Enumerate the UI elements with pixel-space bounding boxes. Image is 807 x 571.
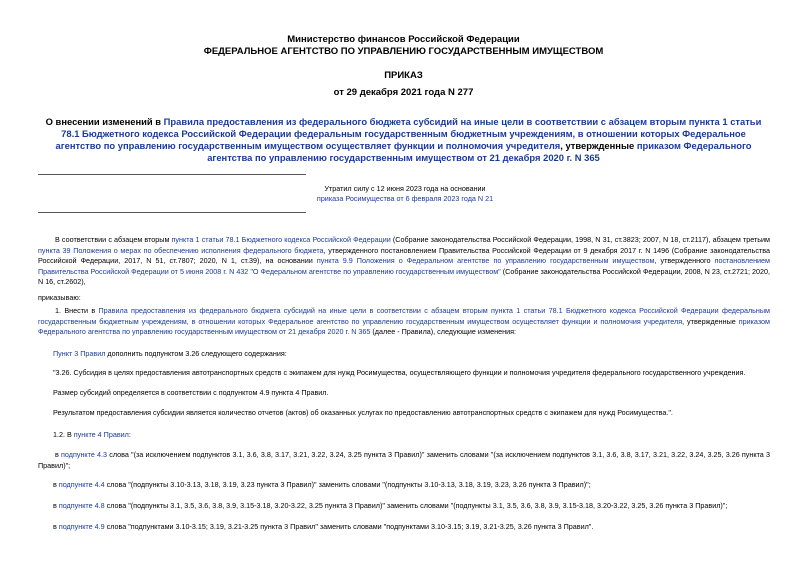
item-1-1-text: дополнить подпунктом 3.26 следующего содержания: <box>105 349 287 358</box>
status-note-text: Утратил силу с 12 июня 2023 года на основании <box>324 184 486 193</box>
preamble-text-4: (Собрание законодательства Российской Федерации, 2017, N 51, ст.7807; 2020, N 1, ст.39), на основании <box>38 245 770 266</box>
prikazyvayu: приказываю: <box>38 293 81 302</box>
sub44-text-2: слова "(подпункты 3.10-3.13, 3.18, 3.19, 3.23 пункта 3 Правил)" заменить словами "(подпункты 3.10-3.13, 3.18, 3.19, 3.23, 3.26 пункта 3 Правил)"; <box>104 480 591 489</box>
item-1-text-2: , утвержденные <box>682 316 739 326</box>
quote-size: Размер субсидий определяется в соответствии с подпунктом 4.9 пункта 4 Правил. <box>53 388 329 397</box>
divider-bottom <box>38 212 306 213</box>
item-1-link-order[interactable]: приказом Федерального агентства по управлению государственным имуществом от 21 декабря 2020 г. N 365 <box>38 316 770 337</box>
link-subpoint-4-4[interactable]: подпункте 4.4 <box>58 480 105 489</box>
link-agency-regulation[interactable]: пункта 9.9 Положения о Федеральном агентстве по управлению государственным имуществом <box>316 256 655 266</box>
preamble-text-1: В соответствии с абзацем вторым <box>55 235 172 244</box>
sub48-text-1: в <box>53 501 59 510</box>
item-1 <box>38 306 770 338</box>
title-prefix: О внесении изменений в <box>45 116 164 127</box>
divider-top <box>38 174 306 175</box>
item-1-2-text-2: : <box>128 430 131 439</box>
item-1-text-1: 1. Внести в <box>55 306 99 315</box>
quote-result: Результатом предоставления субсидии является количество отчетов (актов) об оказанных услугах по предоставлению автотранспортных средств с экипажем для нужд Росимущества.". <box>53 408 673 417</box>
agency-name: ФЕДЕРАЛЬНОЕ АГЕНТСТВО ПО УПРАВЛЕНИЮ ГОСУДАРСТВЕННЫМ ИМУЩЕСТВОМ <box>203 46 604 57</box>
preamble-text-6: (Собрание законодательства Российской Федерации, 2008, N 23, ст.2721; 2020, N 16, ст.2602), <box>38 266 770 287</box>
preamble-text-5: , утвержденного <box>654 256 715 266</box>
subpoint-4-9 <box>53 522 771 533</box>
subpoint-4-4 <box>53 480 771 491</box>
document-title <box>40 116 767 164</box>
link-subpoint-4-9[interactable]: подпункте 4.9 <box>58 522 105 531</box>
preamble-text-2: (Собрание законодательства Российской Федерации, 1998, N 31, ст.3823; 2007, N 18, ст.2117), абзацем третьим <box>390 235 770 244</box>
title-link-order[interactable]: приказом Федерального агентства по управлению государственным имуществом от 21 декабря 2020 г. N 365 <box>207 140 752 163</box>
title-mid: , утвержденные <box>560 140 637 151</box>
preamble-text-3: , утвержденного постановлением Правительства Российской Федерации от 9 декабря 2017 г. N 1496 <box>323 245 670 255</box>
sub48-text-2: слова "(подпункты 3.1, 3.5, 3.6, 3.8, 3.9, 3.15-3.18, 3.20-3.22, 3.25 пункта 3 Правил)" заменить словами "(подпункты 3.1, 3.5, 3.6, 3.8, 3.9, 3.15-3.18, 3.20-3.22, 3.25, 3.26 пункта 3 Правил)"; <box>104 501 728 510</box>
item-1-1 <box>53 349 771 360</box>
title-link-rules[interactable]: Правила предоставления из федерального бюджета субсидий на иные цели в соответствии с абзацем вторым пункта 1 статьи 78.1 Бюджетного кодекса Российской Федерации федеральным государственным бюджетным учреждениям, в отношении которых Федеральное агентство по управлению государственным имуществом осуществляет функции и полномочия учредителя <box>55 116 762 151</box>
item-1-2-text-1: 1.2. В <box>53 430 74 439</box>
subpoint-4-3 <box>38 450 770 471</box>
link-point-4[interactable]: пункте 4 Правил <box>73 430 129 439</box>
link-subpoint-4-8[interactable]: подпункте 4.8 <box>58 501 105 510</box>
subpoint-4-8 <box>53 501 771 512</box>
item-1-2 <box>53 430 771 441</box>
status-note-link[interactable]: приказа Росимущества от 6 февраля 2023 года N 21 <box>316 194 494 203</box>
link-budget-code[interactable]: пункта 1 статьи 78.1 Бюджетного кодекса Российской Федерации <box>171 235 391 244</box>
link-government-decree[interactable]: постановлением Правительства Российской Федерации от 5 июня 2008 г. N 432 "О Федеральном агентстве по управлению государственным имуществом" <box>38 256 770 276</box>
sub43-text-2: слова "(за исключением подпунктов 3.1, 3.6, 3.8, 3.17, 3.21, 3.22, 3.24, 3.25 пункта 3 Правил)" заменить словами "(за исключением подпунктов 3.1, 3.6, 3.8, 3.17, 3.21, 3.22, 3.24, 3.25, 3.26 пункта 3 Правил)"; <box>38 450 770 470</box>
link-budget-regulation[interactable]: пункта 39 Положения о мерах по обеспечению исполнения федерального бюджета <box>38 245 324 255</box>
item-1-text-3: (далее - Правила), следующие изменения: <box>370 327 516 337</box>
doc-date: от 29 декабря 2021 года N 277 <box>333 87 474 98</box>
item-1-link-rules[interactable]: Правила предоставления из федерального бюджета субсидий на иные цели в соответствии с абзацем вторым пункта 1 статьи 78.1 Бюджетного кодекса Российской Федерации федеральным государственным бюджетным учреждениям, в отношении которых Федеральное агентство по управлению государственным имуществом осуществляет функции и полномочия учредителя <box>38 306 770 326</box>
quote-3-26: "3.26. Субсидия в целях предоставления автотранспортных средств с экипажем для нужд Росимущества, осуществляющего функции и полномочия учредителя федерального государственного учреждения. <box>53 368 746 377</box>
status-note <box>300 184 510 204</box>
doc-type: ПРИКАЗ <box>384 70 423 81</box>
ministry-name: Министерство финансов Российской Федерации <box>287 34 520 45</box>
preamble-paragraph <box>38 235 770 288</box>
sub49-text-1: в <box>53 522 59 531</box>
link-subpoint-4-3[interactable]: подпункте 4.3 <box>61 450 108 459</box>
link-point-3[interactable]: Пункт 3 Правил <box>53 349 106 358</box>
sub43-text-1: в <box>55 450 62 459</box>
sub49-text-2: слова "подпунктами 3.10-3.15; 3.19, 3.21-3.25 пункта 3 Правил" заменить словами "подпунктами 3.10-3.15; 3.19, 3.21-3.25, 3.26 пункта 3 Правил". <box>104 522 594 531</box>
sub44-text-1: в <box>53 480 59 489</box>
